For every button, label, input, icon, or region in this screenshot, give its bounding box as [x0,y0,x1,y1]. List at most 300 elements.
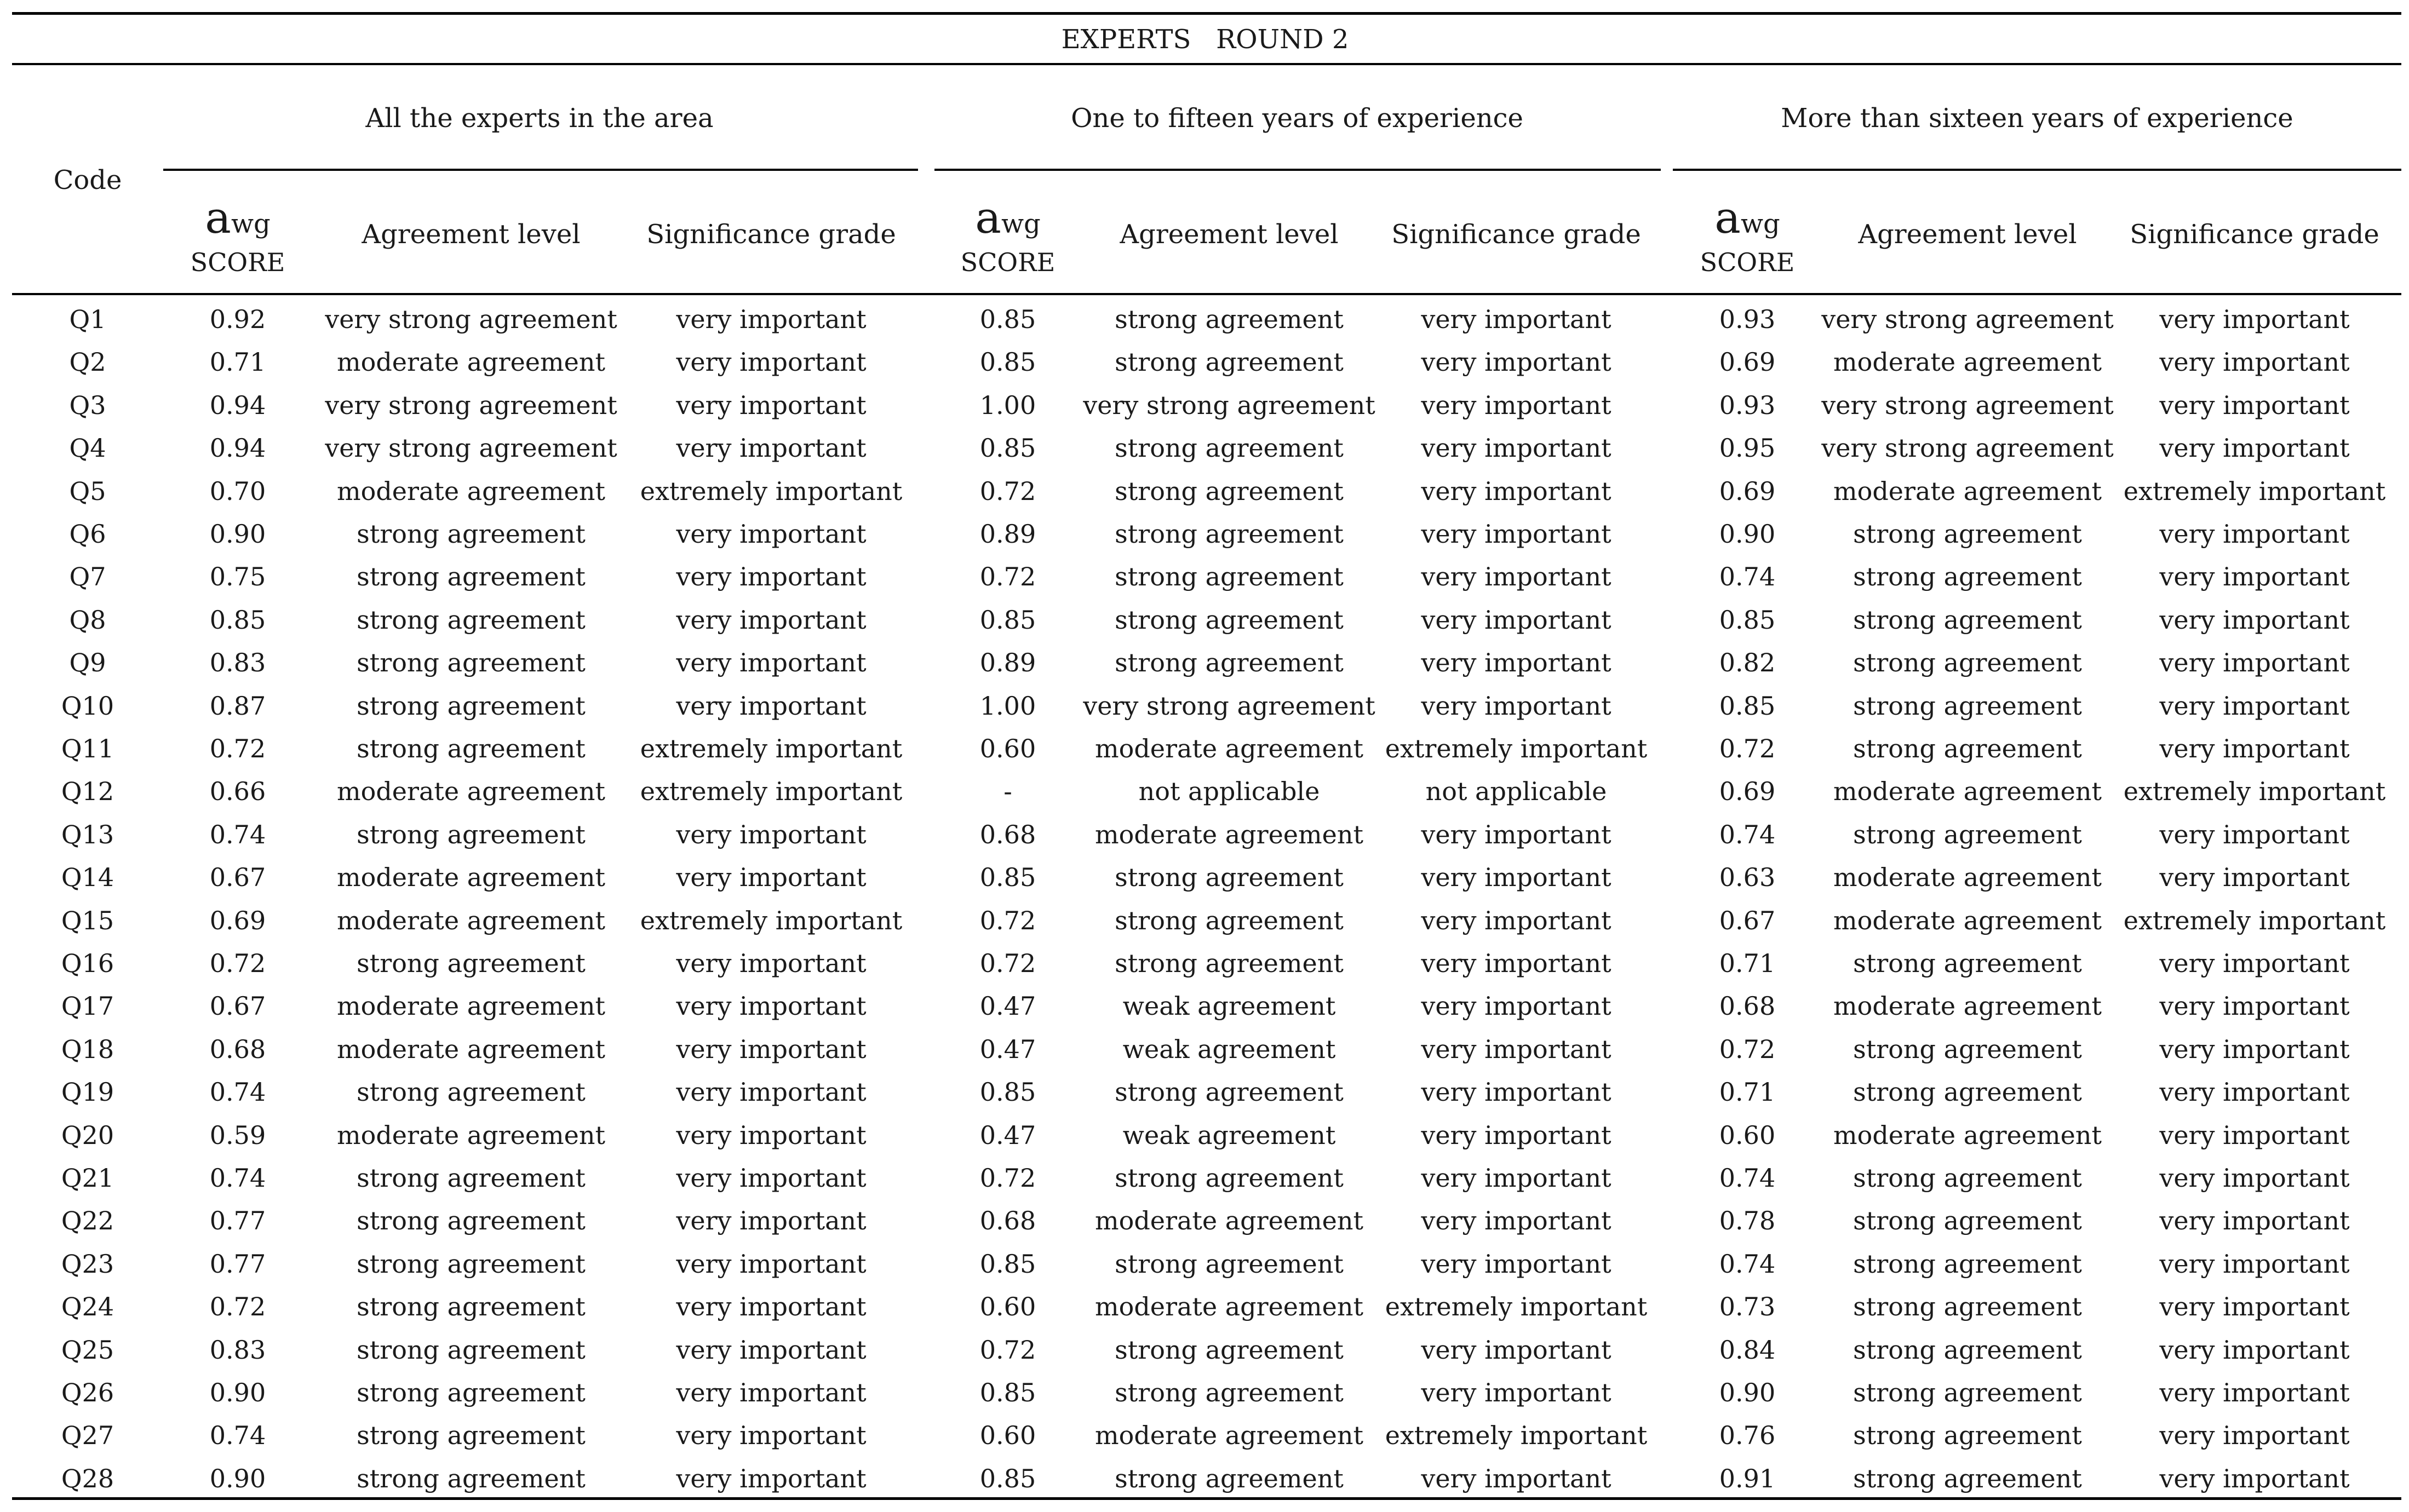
awg-score-low: 0.85 [979,304,1036,334]
agreement-level-all: strong agreement [357,562,586,591]
awg-score-high: 0.85 [1719,605,1776,635]
row-code: Q13 [61,820,114,849]
significance-grade-low: very important [1421,991,1611,1021]
agreement-level-high: moderate agreement [1833,347,2102,377]
agreement-level-all: moderate agreement [337,991,605,1021]
significance-grade-high: very important [2159,519,2350,549]
row-code: Q20 [61,1120,114,1150]
significance-grade-all: very important [676,863,867,892]
agreement-level-low: weak agreement [1122,1120,1336,1150]
significance-grade-high: very important [2159,1464,2350,1493]
significance-grade-low: very important [1421,1249,1611,1279]
significance-grade-low: very important [1421,562,1611,591]
significance-grade-low: very important [1421,476,1611,506]
significance-grade-all: very important [676,1206,867,1235]
agreement-level-high: strong agreement [1853,1421,2082,1450]
awg-score-all: 0.67 [209,991,266,1021]
awg-score-high: 0.71 [1719,1077,1776,1107]
significance-grade-high: very important [2159,734,2350,763]
agreement-level-low: strong agreement [1115,1378,1344,1407]
agreement-level-all: strong agreement [357,1464,586,1493]
significance-grade-all: extremely important [640,906,903,935]
awg-score-header-low: awg SCORE [960,192,1056,277]
row-code: Q2 [69,347,106,377]
awg-score-all: 0.72 [209,948,266,978]
row-code: Q14 [61,863,114,892]
awg-score-high: 0.78 [1719,1206,1776,1235]
row-code: Q9 [69,648,106,677]
significance-grade-low: very important [1421,1464,1611,1493]
awg-score-low: 0.60 [979,734,1036,763]
agreement-level-high: strong agreement [1853,1249,2082,1279]
significance-grade-high: very important [2159,1206,2350,1235]
significance-grade-low: not applicable [1425,777,1607,806]
awg-score-high: 0.69 [1719,347,1776,377]
awg-score-high: 0.60 [1719,1120,1776,1150]
awg-score-low: 0.85 [979,347,1036,377]
significance-grade-high: very important [2159,433,2350,463]
awg-score-high: 0.63 [1719,863,1776,892]
agreement-level-all: strong agreement [357,1421,586,1450]
agreement-level-high: moderate agreement [1833,1120,2102,1150]
row-code: Q7 [69,562,106,591]
row-code: Q16 [61,948,114,978]
awg-score-all: 0.72 [209,1292,266,1321]
significance-grade-low: very important [1421,304,1611,334]
significance-grade-all: very important [676,820,867,849]
agreement-level-low: strong agreement [1115,347,1344,377]
significance-grade-high: very important [2159,948,2350,978]
awg-score-high: 0.76 [1719,1421,1776,1450]
significance-grade-all: very important [676,1292,867,1321]
awg-score-header-all: awg SCORE [190,192,285,277]
significance-grade-all: very important [676,304,867,334]
agreement-level-high: strong agreement [1853,1163,2082,1193]
awg-score-high: 0.67 [1719,906,1776,935]
agreement-level-low: strong agreement [1115,605,1344,635]
agreement-level-all: very strong agreement [325,433,617,463]
agreement-level-high: moderate agreement [1833,476,2102,506]
agreement-level-high: strong agreement [1853,605,2082,635]
row-code: Q1 [69,304,106,334]
significance-grade-low: very important [1421,390,1611,420]
awg-score-high: 0.74 [1719,1163,1776,1193]
agreement-level-high: strong agreement [1853,1464,2082,1493]
agreement-level-low: very strong agreement [1083,390,1375,420]
agreement-header-all: Agreement level [362,219,581,250]
awg-score-high: 0.93 [1719,304,1776,334]
agreement-level-all: strong agreement [357,648,586,677]
row-code: Q27 [61,1421,114,1450]
agreement-level-low: strong agreement [1115,906,1344,935]
awg-score-high: 0.93 [1719,390,1776,420]
significance-header-all: Significance grade [646,219,896,250]
significance-grade-low: very important [1421,433,1611,463]
agreement-level-all: moderate agreement [337,476,605,506]
significance-grade-all: very important [676,1335,867,1365]
row-code: Q11 [61,734,114,763]
awg-score-all: 0.74 [209,1421,266,1450]
significance-grade-high: very important [2159,390,2350,420]
significance-grade-high: very important [2159,1120,2350,1150]
agreement-level-all: strong agreement [357,519,586,549]
agreement-level-all: strong agreement [357,734,586,763]
agreement-level-low: strong agreement [1115,1163,1344,1193]
awg-score-low: 0.72 [979,476,1036,506]
awg-score-low: 0.72 [979,1335,1036,1365]
row-code: Q28 [61,1464,114,1493]
significance-grade-all: very important [676,948,867,978]
agreement-level-all: strong agreement [357,1077,586,1107]
top-rule [12,12,2401,15]
significance-grade-low: very important [1421,648,1611,677]
row-code: Q19 [61,1077,114,1107]
agreement-level-all: moderate agreement [337,906,605,935]
significance-grade-low: very important [1421,820,1611,849]
agreement-level-all: strong agreement [357,1335,586,1365]
awg-score-low: 0.85 [979,605,1036,635]
awg-score-all: 0.72 [209,734,266,763]
agreement-level-high: strong agreement [1853,691,2082,721]
awg-score-all: 0.83 [209,648,266,677]
significance-grade-low: very important [1421,863,1611,892]
awg-score-all: 0.74 [209,1077,266,1107]
agreement-level-low: strong agreement [1115,304,1344,334]
awg-score-header-high: awg SCORE [1700,192,1795,277]
significance-grade-high: very important [2159,820,2350,849]
agreement-level-all: strong agreement [357,1249,586,1279]
agreement-level-all: moderate agreement [337,1034,605,1064]
group-header-high: More than sixteen years of experience [1781,103,2293,134]
awg-score-high: 0.84 [1719,1335,1776,1365]
awg-score-all: 0.70 [209,476,266,506]
agreement-level-low: very strong agreement [1083,691,1375,721]
awg-score-high: 0.91 [1719,1464,1776,1493]
awg-score-high: 0.72 [1719,734,1776,763]
significance-grade-low: very important [1421,1034,1611,1064]
agreement-level-high: strong agreement [1853,1292,2082,1321]
agreement-level-low: moderate agreement [1095,820,1363,849]
awg-score-all: 0.83 [209,1335,266,1365]
row-code: Q3 [69,390,106,420]
significance-grade-low: very important [1421,347,1611,377]
awg-score-all: 0.71 [209,347,266,377]
awg-score-all: 0.67 [209,863,266,892]
awg-score-high: 0.85 [1719,691,1776,721]
agreement-level-high: very strong agreement [1821,433,2114,463]
significance-grade-high: extremely important [2123,476,2386,506]
agreement-level-high: moderate agreement [1833,906,2102,935]
awg-score-all: 0.66 [209,777,266,806]
agreement-level-low: strong agreement [1115,948,1344,978]
agreement-level-all: strong agreement [357,820,586,849]
agreement-level-high: moderate agreement [1833,777,2102,806]
agreement-header-high: Agreement level [1858,219,2077,250]
agreement-level-all: strong agreement [357,948,586,978]
row-code: Q6 [69,519,106,549]
significance-grade-all: very important [676,347,867,377]
agreement-level-low: strong agreement [1115,562,1344,591]
awg-score-all: 0.74 [209,1163,266,1193]
awg-score-all: 0.77 [209,1249,266,1279]
awg-score-high: 0.69 [1719,777,1776,806]
agreement-level-high: strong agreement [1853,1335,2082,1365]
awg-score-low: 0.60 [979,1292,1036,1321]
significance-grade-all: very important [676,562,867,591]
significance-grade-low: very important [1421,1077,1611,1107]
awg-score-high: 0.71 [1719,948,1776,978]
agreement-level-low: strong agreement [1115,476,1344,506]
awg-score-all: 0.59 [209,1120,266,1150]
significance-grade-high: very important [2159,1077,2350,1107]
agreement-level-all: strong agreement [357,691,586,721]
awg-score-high: 0.68 [1719,991,1776,1021]
agreement-level-all: moderate agreement [337,1120,605,1150]
group-header-low: One to fifteen years of experience [1071,103,1523,134]
agreement-level-high: strong agreement [1853,1206,2082,1235]
significance-grade-all: very important [676,1077,867,1107]
agreement-level-high: very strong agreement [1821,390,2114,420]
awg-score-low: 0.68 [979,820,1036,849]
agreement-level-low: strong agreement [1115,1077,1344,1107]
significance-grade-low: very important [1421,519,1611,549]
row-code: Q12 [61,777,114,806]
row-code: Q10 [61,691,114,721]
awg-score-high: 0.74 [1719,562,1776,591]
agreement-level-high: strong agreement [1853,519,2082,549]
row-code: Q26 [61,1378,114,1407]
significance-grade-all: very important [676,648,867,677]
significance-grade-low: extremely important [1385,734,1648,763]
agreement-level-high: moderate agreement [1833,991,2102,1021]
significance-header-low: Significance grade [1391,219,1641,250]
significance-grade-high: very important [2159,304,2350,334]
significance-grade-all: very important [676,991,867,1021]
awg-score-low: 0.47 [979,991,1036,1021]
group-header-all: All the experts in the area [365,103,714,134]
awg-score-low: 0.72 [979,562,1036,591]
significance-grade-low: very important [1421,948,1611,978]
significance-grade-all: very important [676,691,867,721]
awg-score-all: 0.92 [209,304,266,334]
significance-grade-all: very important [676,1120,867,1150]
significance-grade-all: very important [676,1378,867,1407]
agreement-level-high: strong agreement [1853,820,2082,849]
awg-score-low: 0.60 [979,1421,1036,1450]
significance-grade-low: extremely important [1385,1421,1648,1450]
awg-score-low: 0.85 [979,1464,1036,1493]
significance-grade-low: very important [1421,1163,1611,1193]
significance-grade-all: very important [676,1163,867,1193]
agreement-level-low: moderate agreement [1095,1206,1363,1235]
awg-score-high: 0.95 [1719,433,1776,463]
significance-grade-all: very important [676,390,867,420]
agreement-level-high: strong agreement [1853,1077,2082,1107]
awg-score-low: 0.47 [979,1034,1036,1064]
agreement-level-high: strong agreement [1853,562,2082,591]
significance-grade-all: very important [676,519,867,549]
agreement-level-low: not applicable [1138,777,1320,806]
significance-grade-all: very important [676,1034,867,1064]
agreement-level-low: moderate agreement [1095,1292,1363,1321]
row-code: Q21 [61,1163,114,1193]
agreement-level-low: weak agreement [1122,991,1336,1021]
significance-grade-all: very important [676,1421,867,1450]
agreement-level-high: strong agreement [1853,1378,2082,1407]
significance-grade-high: very important [2159,691,2350,721]
significance-grade-all: very important [676,1249,867,1279]
awg-score-low: 0.72 [979,1163,1036,1193]
awg-score-all: 0.90 [209,1464,266,1493]
awg-score-low: 0.85 [979,433,1036,463]
agreement-level-high: strong agreement [1853,648,2082,677]
agreement-level-low: strong agreement [1115,519,1344,549]
significance-grade-high: very important [2159,648,2350,677]
significance-grade-low: very important [1421,1206,1611,1235]
row-code: Q24 [61,1292,114,1321]
agreement-level-high: strong agreement [1853,1034,2082,1064]
bottom-rule [12,1497,2401,1500]
agreement-level-low: strong agreement [1115,433,1344,463]
significance-grade-high: very important [2159,347,2350,377]
agreement-level-all: strong agreement [357,1206,586,1235]
significance-grade-all: extremely important [640,777,903,806]
agreement-level-low: strong agreement [1115,1464,1344,1493]
row-code: Q22 [61,1206,114,1235]
awg-score-high: 0.90 [1719,1378,1776,1407]
row-code: Q15 [61,906,114,935]
awg-score-all: 0.90 [209,1378,266,1407]
significance-grade-low: very important [1421,605,1611,635]
row-code: Q17 [61,991,114,1021]
awg-score-all: 0.77 [209,1206,266,1235]
agreement-level-low: strong agreement [1115,1335,1344,1365]
agreement-level-high: strong agreement [1853,734,2082,763]
significance-grade-high: extremely important [2123,777,2386,806]
agreement-level-all: strong agreement [357,1378,586,1407]
agreement-level-low: weak agreement [1122,1034,1336,1064]
awg-score-low: 0.47 [979,1120,1036,1150]
header-rule [12,293,2401,295]
significance-grade-low: very important [1421,906,1611,935]
awg-score-low: 0.68 [979,1206,1036,1235]
awg-score-low: 0.89 [979,519,1036,549]
awg-score-low: 0.85 [979,1249,1036,1279]
agreement-level-all: moderate agreement [337,347,605,377]
row-code: Q4 [69,433,106,463]
agreement-level-all: very strong agreement [325,390,617,420]
row-code: Q8 [69,605,106,635]
agreement-level-low: strong agreement [1115,863,1344,892]
table-title: EXPERTS ROUND 2 [1061,24,1349,55]
awg-score-high: 0.69 [1719,476,1776,506]
significance-grade-high: very important [2159,1421,2350,1450]
agreement-level-all: strong agreement [357,605,586,635]
awg-score-high: 0.82 [1719,648,1776,677]
row-code: Q18 [61,1034,114,1064]
awg-score-all: 0.68 [209,1034,266,1064]
agreement-level-all: moderate agreement [337,777,605,806]
group-rule-high [1673,169,2401,171]
awg-score-all: 0.75 [209,562,266,591]
significance-grade-high: very important [2159,1335,2350,1365]
awg-score-low: 0.89 [979,648,1036,677]
agreement-level-low: moderate agreement [1095,1421,1363,1450]
significance-header-high: Significance grade [2130,219,2379,250]
significance-grade-high: very important [2159,1163,2350,1193]
agreement-level-all: very strong agreement [325,304,617,334]
significance-grade-high: very important [2159,562,2350,591]
significance-grade-all: very important [676,1464,867,1493]
awg-score-all: 0.87 [209,691,266,721]
awg-score-high: 0.74 [1719,820,1776,849]
title-rule [12,63,2401,65]
significance-grade-high: very important [2159,1292,2350,1321]
agreement-level-all: strong agreement [357,1163,586,1193]
awg-score-low: 1.00 [979,390,1036,420]
awg-score-low: 0.85 [979,1378,1036,1407]
significance-grade-high: very important [2159,1249,2350,1279]
awg-score-all: 0.69 [209,906,266,935]
significance-grade-high: very important [2159,1378,2350,1407]
awg-score-high: 0.74 [1719,1249,1776,1279]
agreement-header-low: Agreement level [1120,219,1339,250]
significance-grade-low: very important [1421,1335,1611,1365]
awg-score-low: 1.00 [979,691,1036,721]
group-rule-low [934,169,1661,171]
agreement-level-high: moderate agreement [1833,863,2102,892]
code-header: Code [53,165,122,196]
significance-grade-high: extremely important [2123,906,2386,935]
awg-score-low: 0.72 [979,906,1036,935]
row-code: Q23 [61,1249,114,1279]
agreement-level-low: moderate agreement [1095,734,1363,763]
agreement-level-all: moderate agreement [337,863,605,892]
awg-score-all: 0.94 [209,390,266,420]
awg-score-all: 0.74 [209,820,266,849]
agreement-level-low: strong agreement [1115,1249,1344,1279]
significance-grade-high: very important [2159,1034,2350,1064]
significance-grade-low: extremely important [1385,1292,1648,1321]
awg-score-low: 0.85 [979,1077,1036,1107]
significance-grade-all: extremely important [640,476,903,506]
awg-score-low: 0.85 [979,863,1036,892]
significance-grade-all: extremely important [640,734,903,763]
awg-score-all: 0.90 [209,519,266,549]
significance-grade-low: very important [1421,691,1611,721]
significance-grade-all: very important [676,605,867,635]
awg-score-high: 0.73 [1719,1292,1776,1321]
awg-score-high: 0.90 [1719,519,1776,549]
agreement-level-low: strong agreement [1115,648,1344,677]
row-code: Q5 [69,476,106,506]
row-code: Q25 [61,1335,114,1365]
agreement-level-all: strong agreement [357,1292,586,1321]
awg-score-all: 0.85 [209,605,266,635]
awg-score-low: - [1003,777,1012,806]
group-rule-all [163,169,918,171]
awg-score-all: 0.94 [209,433,266,463]
awg-score-low: 0.72 [979,948,1036,978]
significance-grade-high: very important [2159,863,2350,892]
significance-grade-high: very important [2159,991,2350,1021]
agreement-level-high: very strong agreement [1821,304,2114,334]
significance-grade-all: very important [676,433,867,463]
significance-grade-low: very important [1421,1378,1611,1407]
significance-grade-high: very important [2159,605,2350,635]
awg-score-high: 0.72 [1719,1034,1776,1064]
significance-grade-low: very important [1421,1120,1611,1150]
